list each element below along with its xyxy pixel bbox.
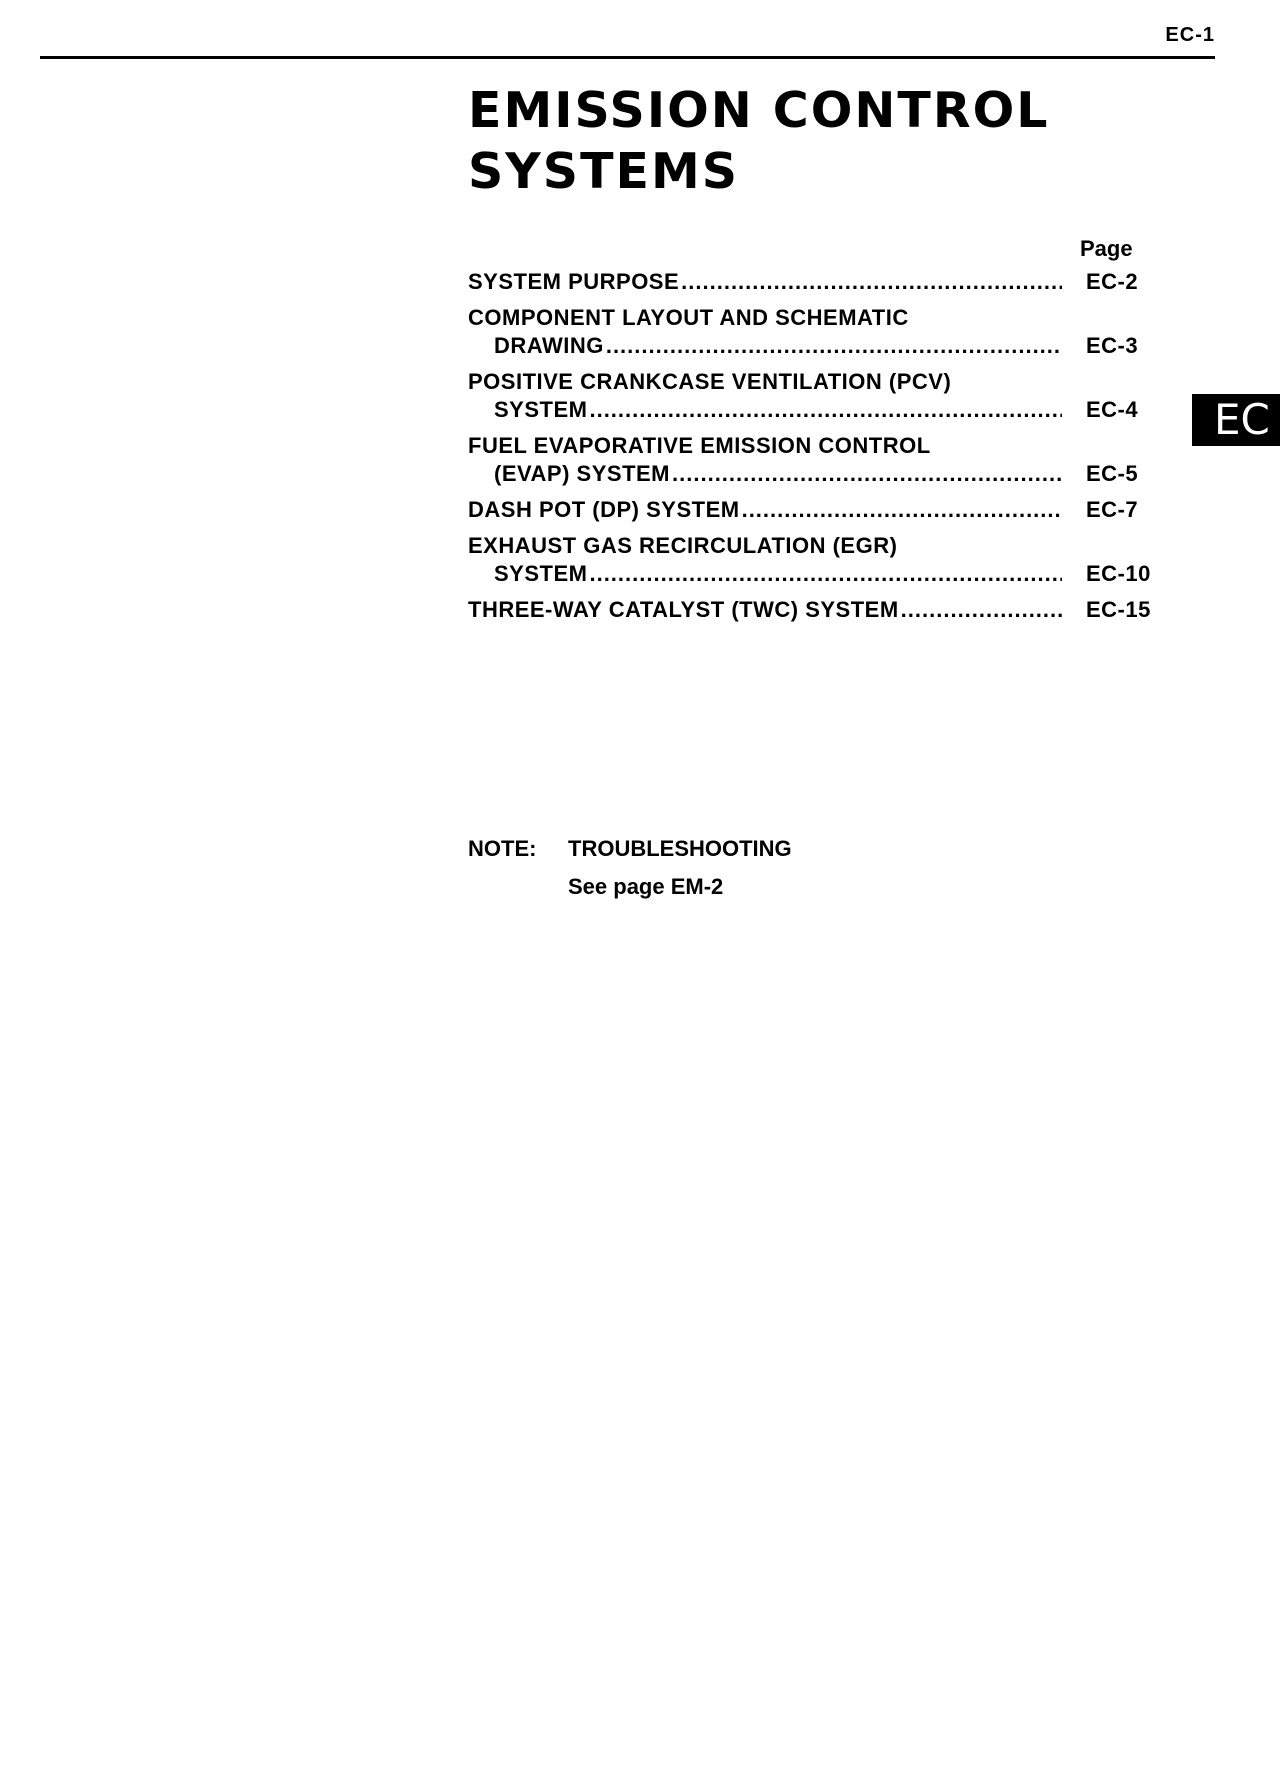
toc-entry-title-continued: DRAWING <box>494 333 604 358</box>
toc-entry-page: EC-4 <box>1086 397 1139 422</box>
toc-entry-line <box>468 596 1158 624</box>
toc-entry-line <box>468 432 1158 460</box>
toc-entry-title: DASH POT (DP) SYSTEM <box>468 497 740 522</box>
table-of-contents <box>468 268 1158 632</box>
toc-entry-page: EC-5 <box>1086 461 1139 486</box>
toc-entry-page: EC-2 <box>1086 269 1139 294</box>
toc-entry-page: EC-15 <box>1086 597 1151 622</box>
title-line-2: SYSTEMS <box>468 143 740 200</box>
toc-entry-page: EC-3 <box>1086 333 1139 358</box>
toc-entry-line-continued <box>468 332 1158 360</box>
toc-entry-title: SYSTEM PURPOSE <box>468 269 680 294</box>
note-label: NOTE: <box>468 836 537 861</box>
toc-entry-title-continued: (EVAP) SYSTEM <box>494 461 671 486</box>
page-number: EC-1 <box>1165 24 1215 46</box>
toc-entry[interactable] <box>468 496 1158 524</box>
toc-entry-title: FUEL EVAPORATIVE EMISSION CONTROL <box>468 433 931 458</box>
toc-entry-title-continued: SYSTEM <box>494 397 588 422</box>
toc-entry-page: EC-7 <box>1086 497 1139 522</box>
toc-entry-line <box>468 532 1158 560</box>
toc-entry-line <box>468 496 1158 524</box>
toc-leader-dots <box>589 396 1062 424</box>
note-indent <box>468 868 568 906</box>
toc-leader-dots <box>606 332 1062 360</box>
toc-entry-line <box>468 304 1158 332</box>
toc-entry[interactable] <box>468 304 1158 360</box>
note-heading: TROUBLESHOOTING <box>568 836 792 861</box>
note-reference: See page EM-2 <box>568 874 724 899</box>
title-line-1: EMISSION CONTROL <box>468 82 1050 139</box>
toc-entry-line <box>468 268 1158 296</box>
toc-leader-dots <box>589 560 1062 588</box>
toc-entry[interactable] <box>468 532 1158 588</box>
toc-entry-line-continued <box>468 460 1158 488</box>
toc-entry-page: EC-10 <box>1086 561 1151 586</box>
toc-entry[interactable] <box>468 432 1158 488</box>
toc-entry[interactable] <box>468 268 1158 296</box>
toc-leader-dots <box>681 268 1062 296</box>
toc-entry-title: POSITIVE CRANKCASE VENTILATION (PCV) <box>468 369 952 394</box>
toc-entry-title: EXHAUST GAS RECIRCULATION (EGR) <box>468 533 898 558</box>
toc-entry-line-continued <box>468 560 1158 588</box>
toc-entry-line-continued <box>468 396 1158 424</box>
toc-entry-line <box>468 368 1158 396</box>
document-title <box>468 80 1049 202</box>
toc-entry-title: THREE-WAY CATALYST (TWC) SYSTEM <box>468 597 899 622</box>
toc-leader-dots <box>901 596 1062 624</box>
page-header <box>40 20 1215 59</box>
toc-entry[interactable] <box>468 596 1158 624</box>
note-block <box>468 830 792 906</box>
note-row <box>468 868 792 906</box>
toc-leader-dots <box>672 460 1062 488</box>
toc-page-column-heading: Page <box>1080 236 1133 261</box>
note-row <box>468 830 792 868</box>
toc-entry-title: COMPONENT LAYOUT AND SCHEMATIC <box>468 305 909 330</box>
toc-entry[interactable] <box>468 368 1158 424</box>
toc-leader-dots <box>742 496 1062 524</box>
section-tab-marker: EC <box>1192 394 1280 446</box>
toc-entry-title-continued: SYSTEM <box>494 561 588 586</box>
